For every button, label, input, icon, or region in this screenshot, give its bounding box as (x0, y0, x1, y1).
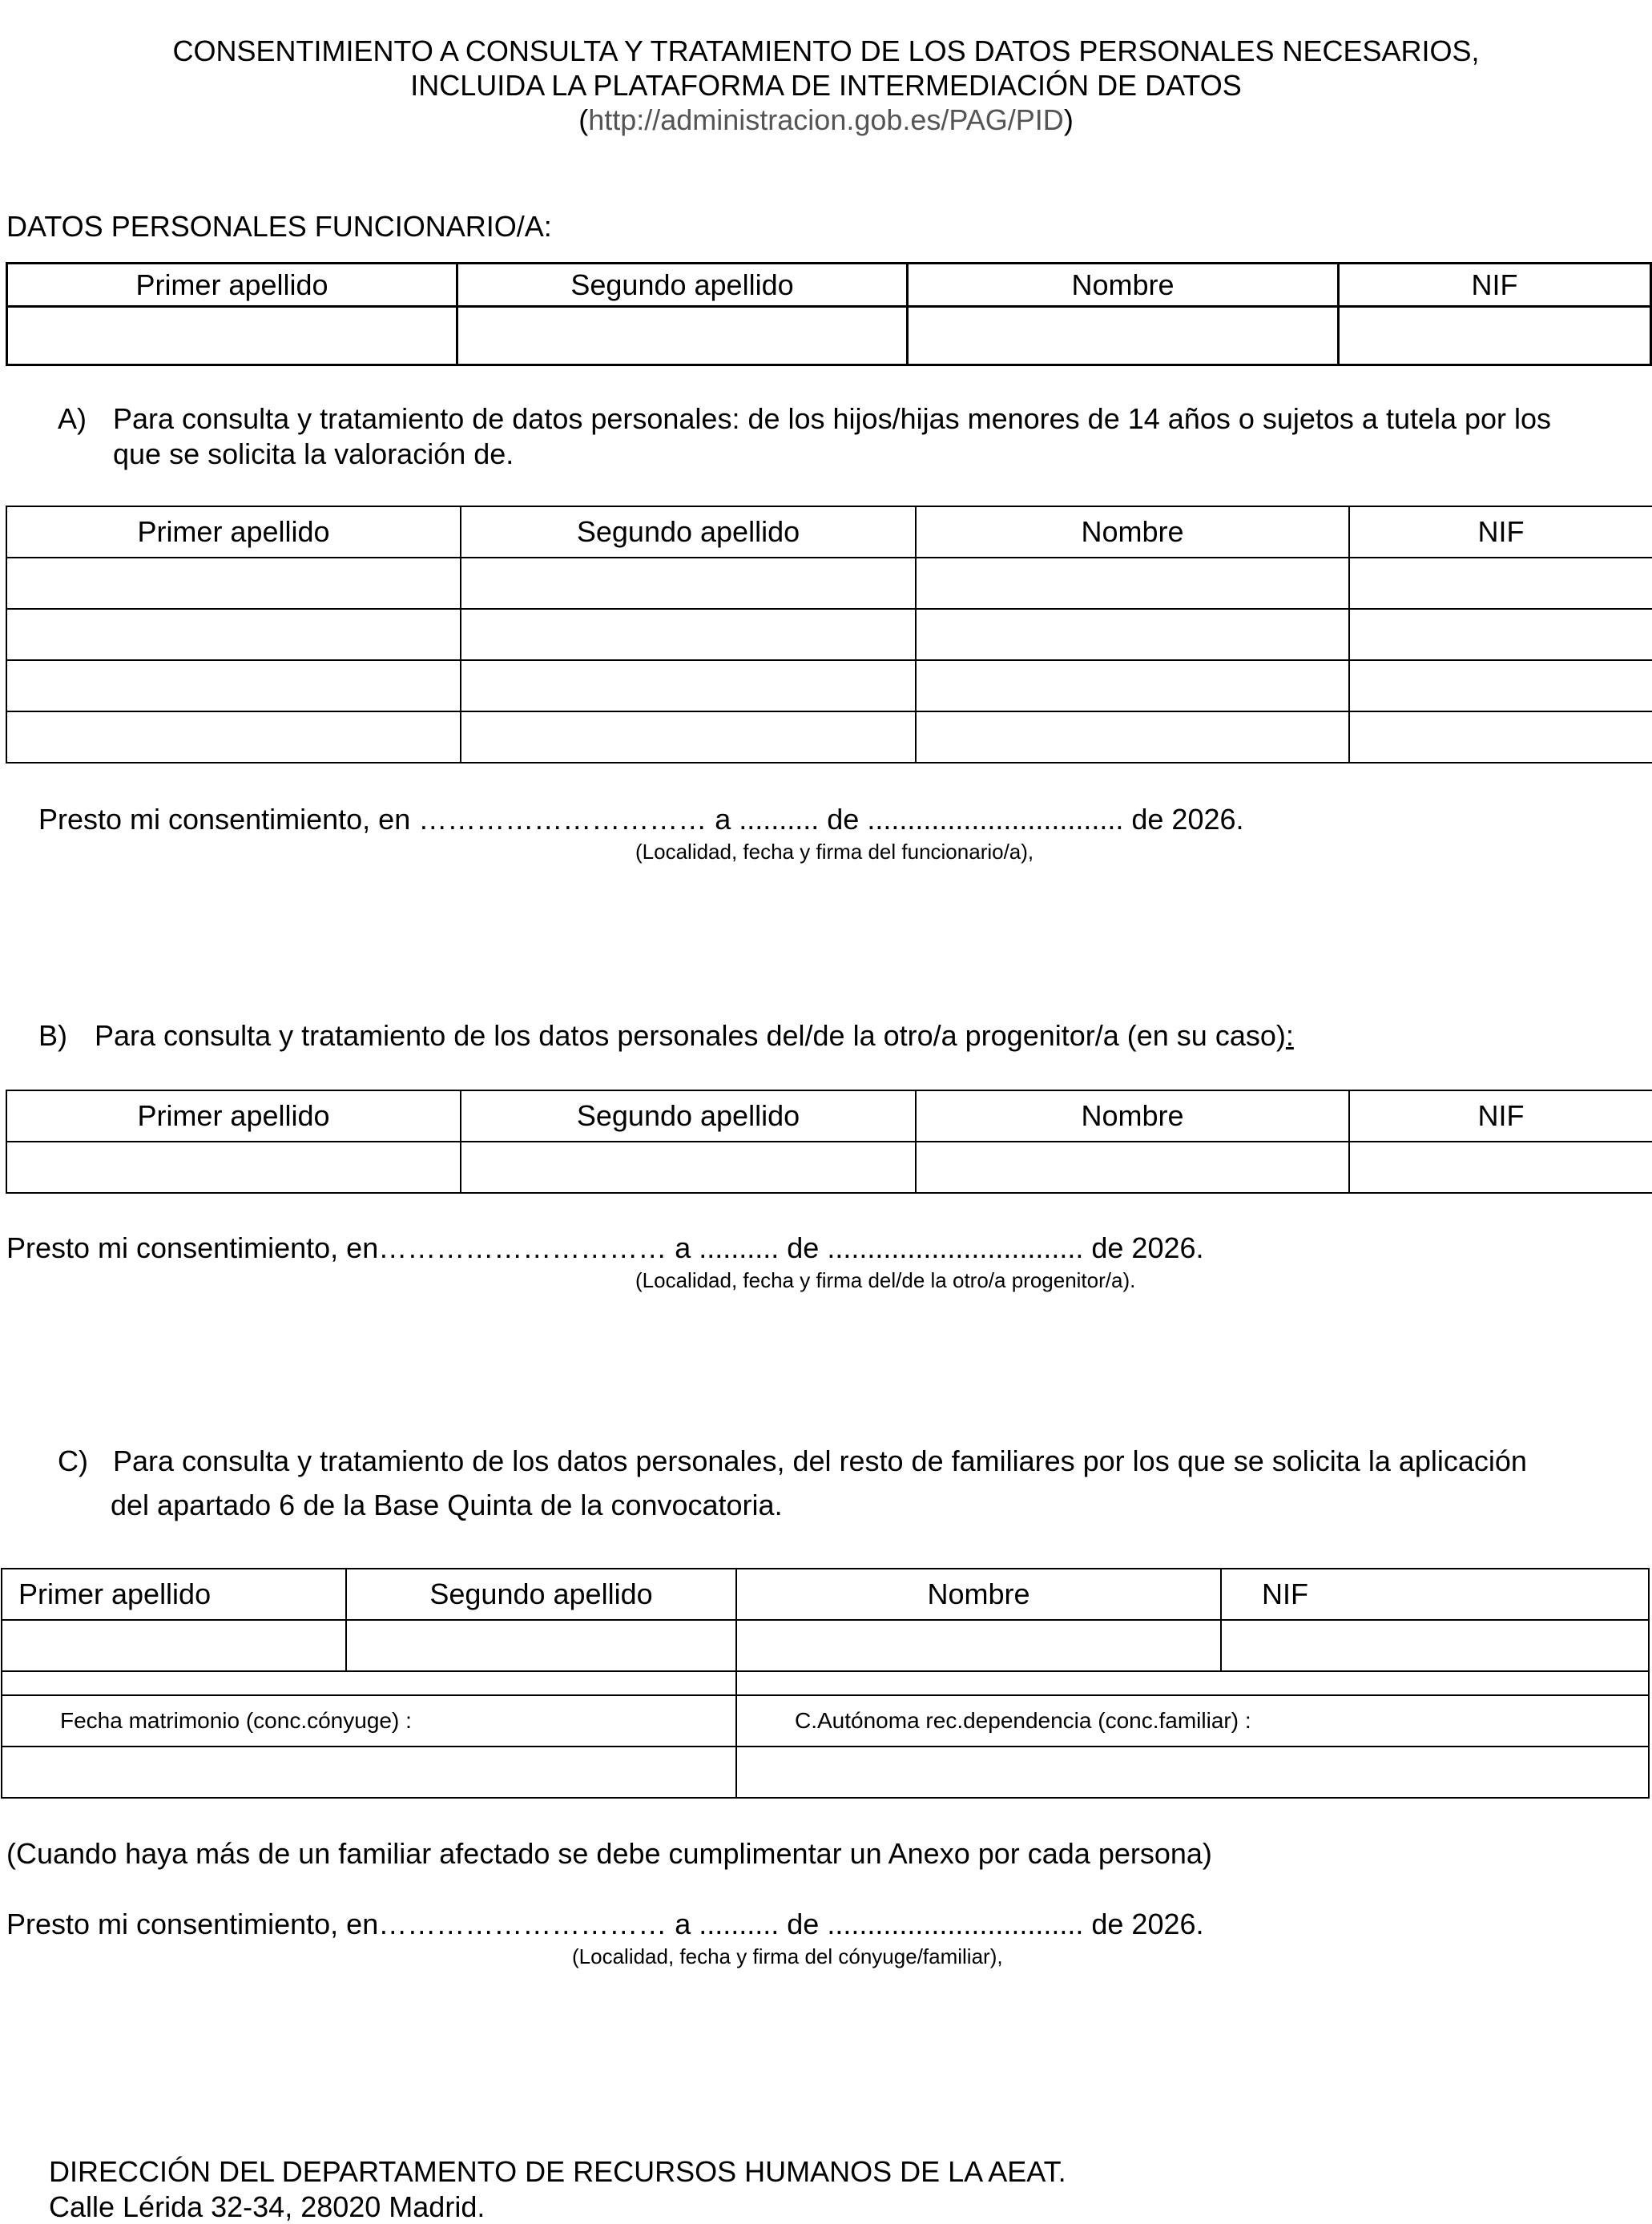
col-header-nombre: Nombre (916, 506, 1349, 558)
section-a-table (6, 506, 1652, 763)
spacer-cell (736, 1671, 1649, 1695)
table-row (7, 307, 1651, 365)
child-2-nombre-field[interactable] (916, 609, 1349, 660)
progenitor-segundo-apellido-field[interactable] (461, 1142, 916, 1193)
section-a-signature-caption: (Localidad, fecha y firma del funcionario/a), (635, 840, 1034, 864)
familiar-primer-apellido-field[interactable] (2, 1620, 346, 1671)
url-open-paren: ( (578, 103, 589, 136)
funcionario-primer-apellido-field[interactable] (7, 307, 457, 365)
col-header-primer-apellido: Primer apellido (2, 1569, 346, 1620)
section-b-signature-caption: (Localidad, fecha y firma del/de la otro/a progenitor/a). (635, 1268, 1136, 1292)
progenitor-nombre-field[interactable] (916, 1142, 1349, 1193)
funcionario-table (6, 262, 1652, 366)
col-header-segundo-apellido: Segundo apellido (461, 1090, 916, 1142)
section-b-table (6, 1090, 1652, 1194)
section-c-text-line2: del apartado 6 de la Base Quinta de la convocatoria. (111, 1489, 783, 1521)
col-header-nif: NIF (1339, 264, 1651, 307)
section-c-marker: C) (58, 1444, 88, 1477)
familiar-nombre-field[interactable] (736, 1620, 1221, 1671)
child-2-nif-field[interactable] (1349, 609, 1652, 660)
section-b-consent-line: Presto mi consentimiento, en………………………… a .......... de ................................ de 2026. (6, 1231, 1204, 1264)
child-3-primer-apellido-field[interactable] (6, 660, 461, 711)
col-header-nif: NIF (1349, 1090, 1652, 1142)
section-a-text-line2: que se solicita la valoración de. (113, 437, 514, 470)
col-header-nif: NIF (1221, 1569, 1649, 1620)
funcionario-nif-field[interactable] (1339, 307, 1651, 365)
comunidad-autonoma-label: C.Autónoma rec.dependencia (conc.familiar) : (736, 1695, 1649, 1747)
spacer-row (2, 1671, 1649, 1695)
child-1-segundo-apellido-field[interactable] (461, 558, 916, 609)
child-2-primer-apellido-field[interactable] (6, 609, 461, 660)
section-c-signature-caption: (Localidad, fecha y firma del cónyuge/familiar), (572, 1944, 1003, 1968)
fecha-matrimonio-field[interactable] (2, 1747, 736, 1798)
section-a-marker: A) (58, 402, 87, 435)
section-b-text-colon: : (1285, 1019, 1294, 1052)
child-4-segundo-apellido-field[interactable] (461, 711, 916, 763)
table-row (6, 660, 1652, 711)
document-title-line1: CONSENTIMIENTO A CONSULTA Y TRATAMIENTO DE LOS DATOS PERSONALES NECESARIOS, (172, 34, 1480, 67)
progenitor-primer-apellido-field[interactable] (6, 1142, 461, 1193)
section-c-consent-line: Presto mi consentimiento, en………………………… a .......... de ................................ de 2026. (6, 1908, 1204, 1940)
fecha-matrimonio-label: Fecha matrimonio (conc.cónyuge) : (2, 1695, 736, 1747)
familiar-nif-field[interactable] (1221, 1620, 1649, 1671)
url-close-paren: ) (1063, 103, 1074, 136)
pid-link[interactable]: http://administracion.gob.es/PAG/PID (588, 103, 1064, 136)
document-title-line2: INCLUIDA LA PLATAFORMA DE INTERMEDIACIÓN DE DATOS (410, 69, 1242, 102)
child-3-nif-field[interactable] (1349, 660, 1652, 711)
spacer-cell (2, 1671, 736, 1695)
section-c-text-line1: Para consulta y tratamiento de los datos personales, del resto de familiares por los que se solicita la aplicación (113, 1444, 1527, 1477)
table-row (2, 1620, 1649, 1671)
child-1-primer-apellido-field[interactable] (6, 558, 461, 609)
funcionario-segundo-apellido-field[interactable] (457, 307, 908, 365)
child-3-segundo-apellido-field[interactable] (461, 660, 916, 711)
section-b-marker: B) (38, 1019, 67, 1052)
child-1-nif-field[interactable] (1349, 558, 1652, 609)
col-header-nombre: Nombre (736, 1569, 1221, 1620)
table-row (6, 609, 1652, 660)
comunidad-autonoma-field[interactable] (736, 1747, 1649, 1798)
section-a-consent-line: Presto mi consentimiento, en ………………………… a .......... de ................................ de 2026. (38, 803, 1244, 836)
familiar-segundo-apellido-field[interactable] (346, 1620, 736, 1671)
footer-address: Calle Lérida 32-34, 28020 Madrid. (49, 2190, 486, 2223)
child-4-nombre-field[interactable] (916, 711, 1349, 763)
section-c-table (1, 1568, 1650, 1799)
child-1-nombre-field[interactable] (916, 558, 1349, 609)
col-header-primer-apellido: Primer apellido (6, 506, 461, 558)
col-header-segundo-apellido: Segundo apellido (461, 506, 916, 558)
table-row (6, 1142, 1652, 1193)
table-row (6, 558, 1652, 609)
child-4-primer-apellido-field[interactable] (6, 711, 461, 763)
col-header-nombre: Nombre (916, 1090, 1349, 1142)
funcionario-section-label: DATOS PERSONALES FUNCIONARIO/A: (6, 210, 552, 243)
section-c-note: (Cuando haya más de un familiar afectado se debe cumplimentar un Anexo por cada persona) (6, 1837, 1212, 1870)
section-b-text (95, 1019, 1294, 1053)
table-row (2, 1747, 1649, 1798)
funcionario-nombre-field[interactable] (908, 307, 1339, 365)
footer-department: DIRECCIÓN DEL DEPARTAMENTO DE RECURSOS HUMANOS DE LA AEAT. (49, 2155, 1066, 2188)
child-2-segundo-apellido-field[interactable] (461, 609, 916, 660)
col-header-nombre: Nombre (908, 264, 1339, 307)
document-url-line (0, 103, 1652, 137)
col-header-segundo-apellido: Segundo apellido (346, 1569, 736, 1620)
child-3-nombre-field[interactable] (916, 660, 1349, 711)
child-4-nif-field[interactable] (1349, 711, 1652, 763)
col-header-primer-apellido: Primer apellido (7, 264, 457, 307)
col-header-segundo-apellido: Segundo apellido (457, 264, 908, 307)
col-header-primer-apellido: Primer apellido (6, 1090, 461, 1142)
table-row (6, 711, 1652, 763)
section-a-text-line1: Para consulta y tratamiento de datos personales: de los hijos/hijas menores de 14 años o sujetos a tutela por los (113, 402, 1552, 435)
section-b-text-body: Para consulta y tratamiento de los datos personales del/de la otro/a progenitor/a (en su caso) (95, 1019, 1286, 1052)
progenitor-nif-field[interactable] (1349, 1142, 1652, 1193)
col-header-nif: NIF (1349, 506, 1652, 558)
